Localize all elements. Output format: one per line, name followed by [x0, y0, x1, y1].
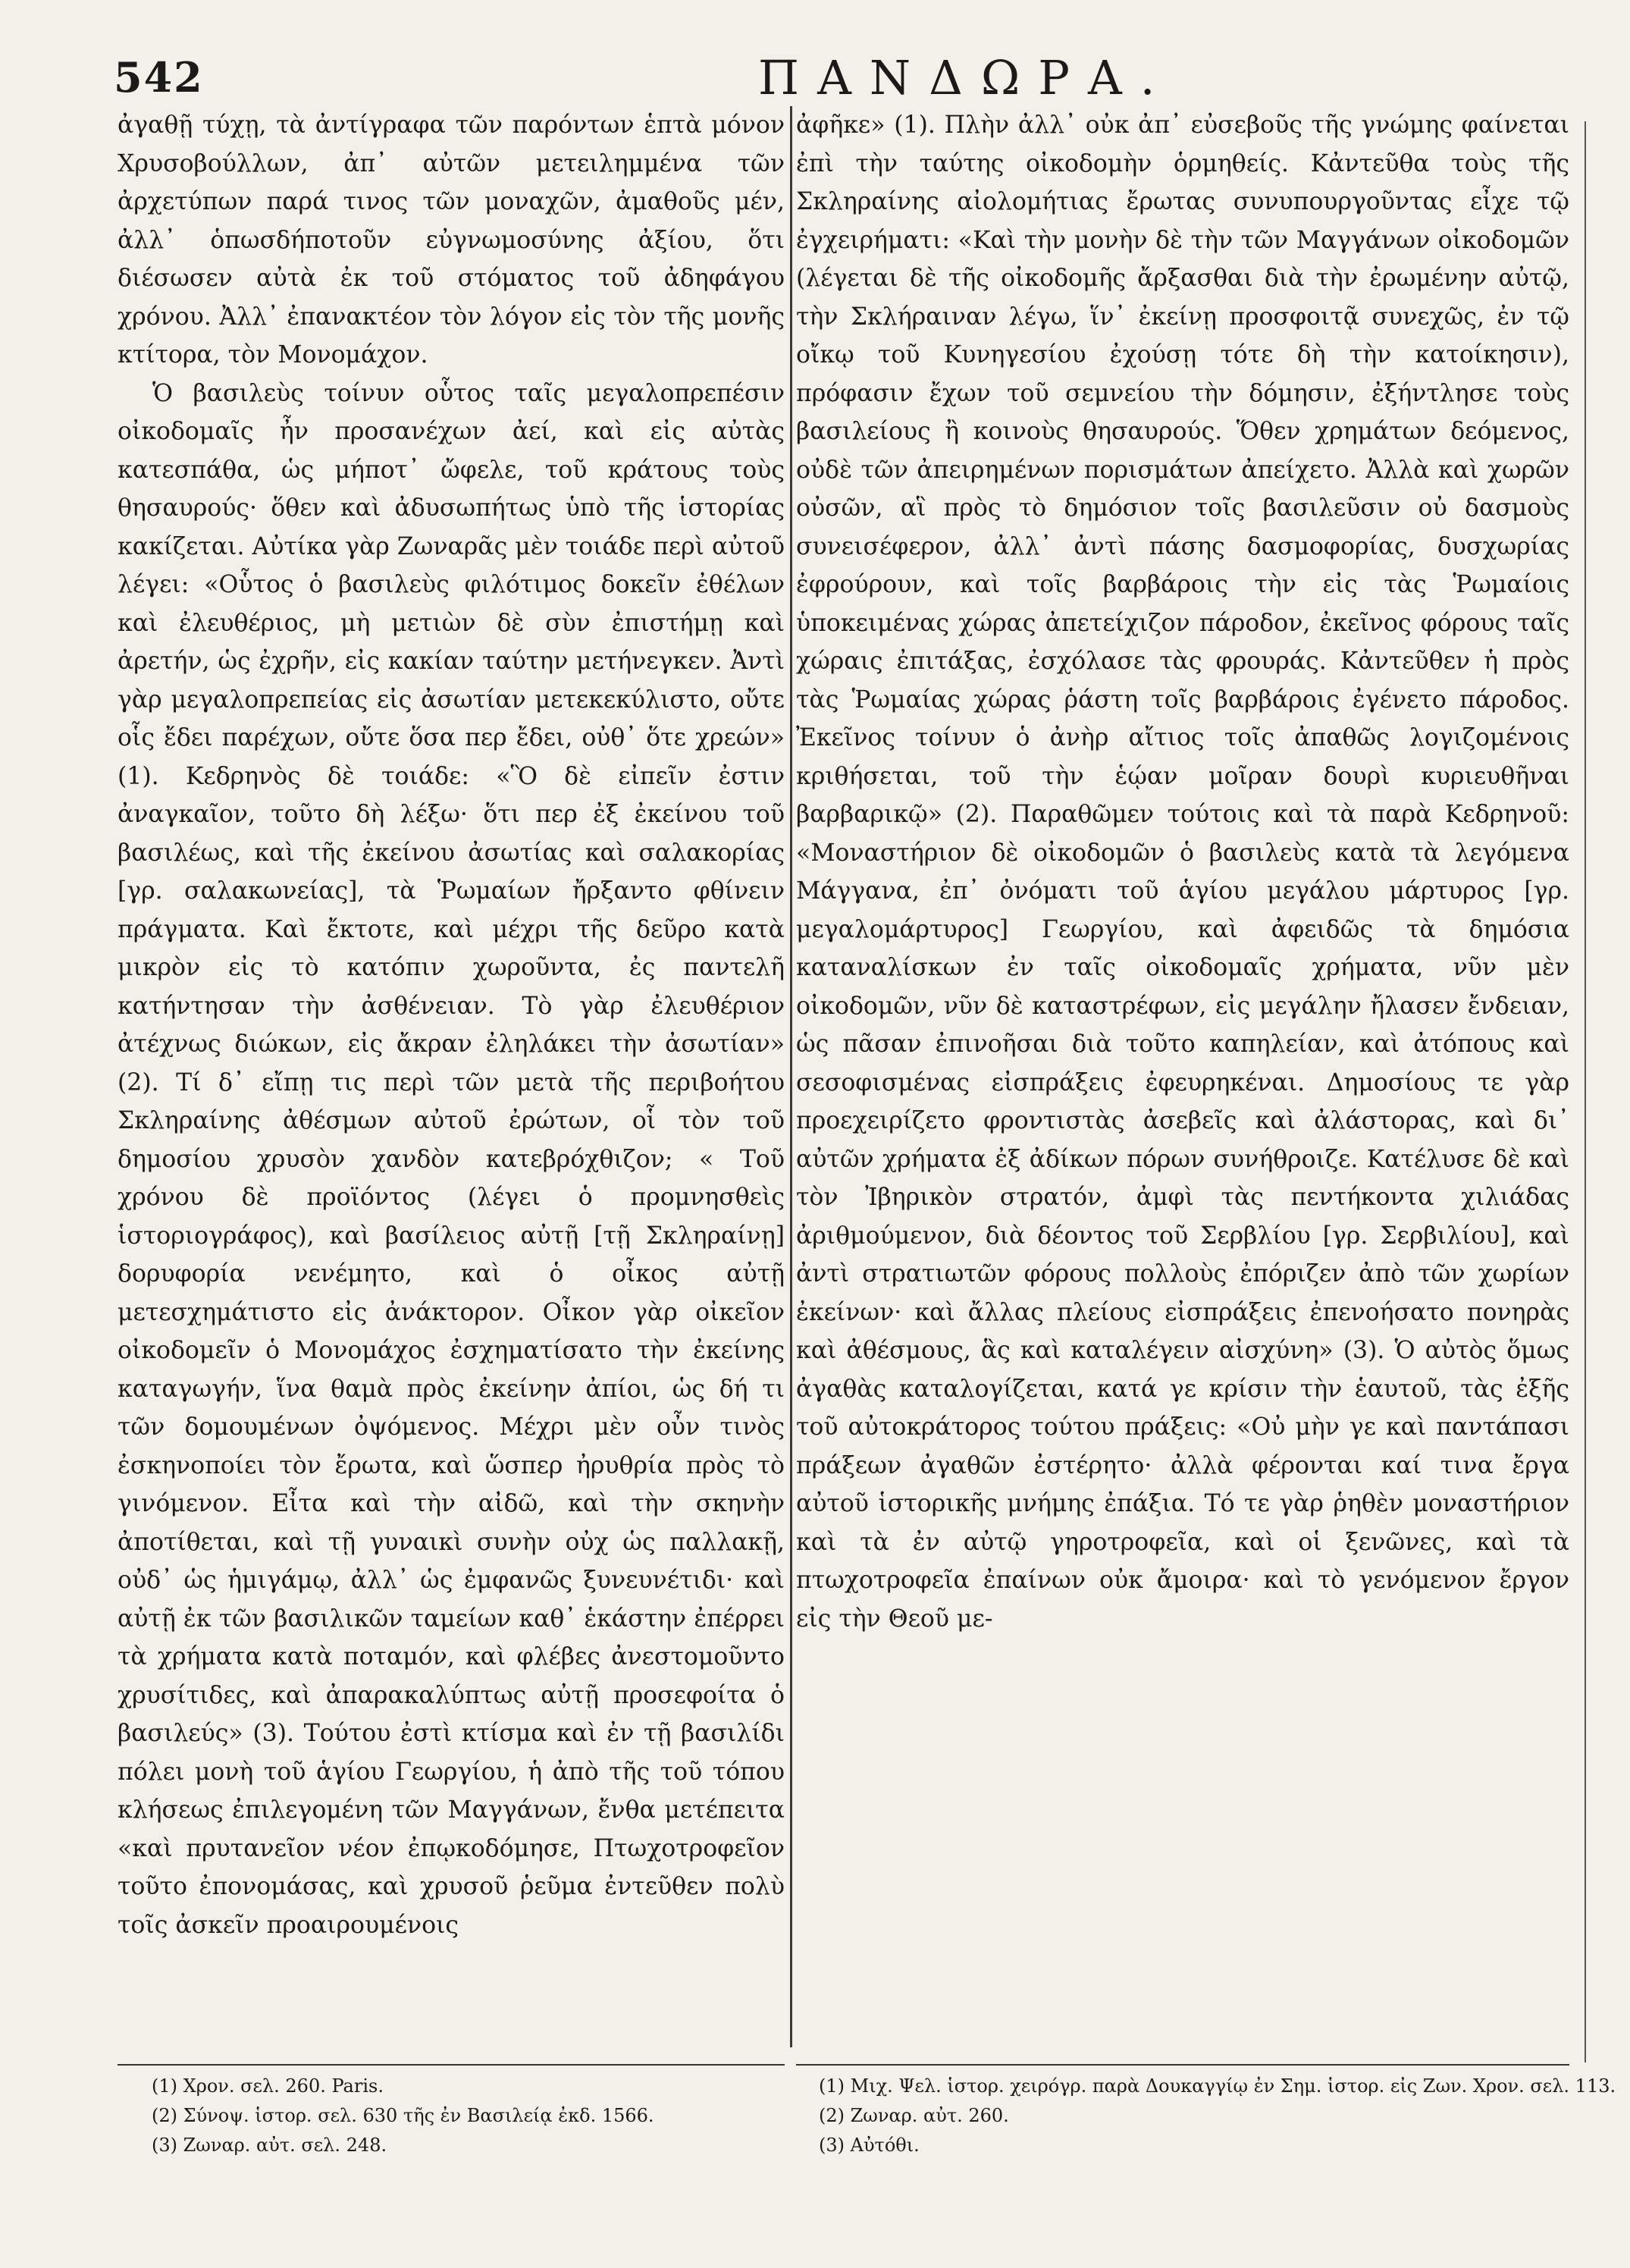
left-column — [118, 106, 785, 1944]
right-column — [796, 106, 1569, 1638]
right-margin-rule — [1585, 121, 1586, 2063]
footnote: (1) Χρον. σελ. 260. Paris. — [152, 2075, 384, 2097]
paragraph: ἀφῆκε» (1). Πλὴν ἀλλ᾿ οὐκ ἀπ᾿ εὐσεβοῦς τῆς γνώμης φαίνεται ἐπὶ τὴν ταύτης οἰκοδομὴν ὁρμηθείς. Κἀντεῦθα τοὺς τῆς Σκληραίνης αἰολομήτιας ἔρωτας συνυπουργοῦντας εἶχε τῷ ἐγχειρήματι: «Καὶ τὴν μονὴν δὲ τὴν τῶν Μαγγάνων οἰκοδομῶν (λέγεται δὲ τῆς οἰκοδομῆς ἄρξασθαι διὰ τὴν ἐρωμένην αὐτῷ, τὴν Σκλήραιναν λέγω, ἵν᾿ ἐκείνῃ προσφοιτᾷ συνεχῶς, ἐν τῷ οἴκῳ τοῦ Κυνηγεσίου ἐχούσῃ τότε δὴ τὴν κατοίκησιν), πρόφασιν ἔχων τοῦ σεμνείου τὴν δόμησιν, ἐξήντλησε τοὺς βασιλείους ἢ κοινοὺς θησαυρούς. Ὅθεν χρημάτων δεόμενος, οὐδὲ τῶν ἀπειρημένων πορισμάτων ἀπείχετο. Ἀλλὰ καὶ χωρῶν οὐσῶν, αἳ πρὸς τὸ δημόσιον τοῖς βασιλεῦσιν οὐ δασμοὺς συνεισέφερον, ἀλλ᾿ ἀντὶ πάσης δασμοφορίας, δυσχωρίας ἐφρούρουν, καὶ τοῖς βαρβάροις τὴν εἰς τὰς Ῥωμαίοις ὑποκειμένας χώρας ἀπετείχιζον πάροδον, ἐκεῖνος φόρους ταῖς χώραις ἐπιτάξας, ἐσχόλασε τὰς φρουράς. Κἀντεῦθεν ἡ πρὸς τὰς Ῥωμαίας χώρας ῥάστη τοῖς βαρβάροις ἐγένετο πάροδος. Ἐκεῖνος τοίνυν ὁ ἀνὴρ αἴτιος τοῖς ἀπαθῶς λογιζομένοις κριθήσεται, τοῦ τὴν ἑῴαν μοῖραν δουρὶ κυριευθῆναι βαρβαρικῷ» (2). Παραθῶμεν τούτοις καὶ τὰ παρὰ Κεδρηνοῦ: «Μοναστήριον δὲ οἰκοδομῶν ὁ βασιλεὺς κατὰ τὰ λεγόμενα Μάγγανα, ἐπ᾿ ὀνόματι τοῦ ἁγίου μεγάλου μάρτυρος [γρ. μεγαλομάρτυρος] Γεωργίου, καὶ ἀφειδῶς τὰ δημόσια καταναλίσκων ἐν ταῖς οἰκοδομαῖς χρήματα, νῦν μὲν οἰκοδομῶν, νῦν δὲ καταστρέφων, εἰς μεγάλην ἤλασεν ἔνδειαν, ὡς πᾶσαν ἐπινοῆσαι διὰ τοῦτο καπηλείαν, καὶ ἀτόπους καὶ σεσοφισμένας εἰσπράξεις ἐφευρηκέναι. Δημοσίους τε γὰρ προεχειρίζετο φροντιστὰς ἀσεβεῖς καὶ ἀλάστορας, καὶ δι᾿ αὐτῶν χρήματα ἐξ ἀδίκων πόρων συνήθροιζε. Κατέλυσε δὲ καὶ τὸν Ἰβηρικὸν στρατόν, ἀμφὶ τὰς πεντήκοντα χιλιάδας ἀριθμούμενον, διὰ δέοντος τοῦ Σερβλίου [γρ. Σερβιλίου], καὶ ἀντὶ στρατιωτῶν φόρους πολλοὺς ἐπόριζεν ἀπὸ τῶν χωρίων ἐκείνων· καὶ ἄλλας πλείους εἰσπράξεις ἐπενοήσατο πονηρὰς καὶ ἀθέσμους, ἃς καὶ καταλέγειν αἰσχύνη» (3). Ὁ αὐτὸς ὅμως ἀγαθὰς καταλογίζεται, κατά γε κρίσιν τὴν ἑαυτοῦ, τὰς ἐξῆς τοῦ αὐτοκράτορος τούτου πράξεις: «Οὐ μὴν γε καὶ παντάπασι πράξεων ἀγαθῶν ἐστέρητο· ἀλλὰ φέρονται καί τινα ἔργα αὐτοῦ ἱστορικῆς μνήμης ἐπάξια. Τό τε γὰρ ῥηθὲν μοναστήριον καὶ τὰ ἐν αὐτῷ γηροτροφεῖα, καὶ οἱ ξενῶνες, καὶ τὰ πτωχοτροφεῖα ἐπαίνων οὐκ ἄμοιρα· καὶ τὸ γενόμενον ἔργον εἰς τὴν Θεοῦ με- — [796, 111, 1569, 1633]
footnote-rule-right — [796, 2064, 1569, 2066]
page-number: 542 — [114, 53, 204, 102]
running-title: ΠΑΝΔΩΡΑ. — [758, 50, 1174, 105]
column-divider — [790, 106, 792, 2047]
footnote: (2) Ζωναρ. αὐτ. 260. — [819, 2105, 1009, 2126]
footnote: (3) Ζωναρ. αὐτ. σελ. 248. — [152, 2135, 387, 2156]
paragraph: ἀγαθῇ τύχῃ, τὰ ἀντίγραφα τῶν παρόντων ἑπτὰ μόνον Χρυσοβούλλων, ἀπ᾿ αὐτῶν μετειλημμένα τῶν ἀρχετύπων παρά τινος τῶν μοναχῶν, ἀμαθοῦς μέν, ἀλλ᾿ ὁπωσδήποτοῦν εὐγνωμοσύνης ἀξίου, ὅτι διέσωσεν αὐτὰ ἐκ τοῦ στόματος τοῦ ἀδηφάγου χρόνου. Ἀλλ᾿ ἐπανακτέον τὸν λόγον εἰς τὸν τῆς μονῆς κτίτορα, τὸν Μονομάχον. — [118, 111, 785, 369]
footnote: (3) Αὐτόθι. — [819, 2135, 920, 2156]
footnotes-right — [819, 2072, 1616, 2160]
footnote: (1) Μιχ. Ψελ. ἱστορ. χειρόγρ. παρὰ Δουκαγγίῳ ἐν Σημ. ἱστορ. εἰς Ζων. Χρον. σελ. 113. — [819, 2075, 1616, 2097]
left-column-text — [118, 106, 785, 1944]
footnote: (2) Σύνοψ. ἱστορ. σελ. 630 τῆς ἐν Βασιλείᾳ ἐκδ. 1566. — [152, 2105, 654, 2126]
footnote-rule-left — [118, 2064, 785, 2066]
footnotes-left — [152, 2072, 781, 2160]
right-column-text — [796, 106, 1569, 1638]
paragraph: Ὁ βασιλεὺς τοίνυν οὗτος ταῖς μεγαλοπρεπέσιν οἰκοδομαῖς ἦν προσανέχων ἀεί, καὶ εἰς αὐτὰς κατεσπάθα, ὡς μήποτ᾿ ὤφελε, τοῦ κράτους τοὺς θησαυρούς· ὅθεν καὶ ἀδυσωπήτως ὑπὸ τῆς ἱστορίας κακίζεται. Αὐτίκα γὰρ Ζωναρᾶς μὲν τοιάδε περὶ αὐτοῦ λέγει: «Οὗτος ὁ βασιλεὺς φιλότιμος δοκεῖν ἐθέλων καὶ ἐλευθέριος, μὴ μετιὼν δὲ σὺν ἐπιστήμῃ καὶ ἀρετήν, ὡς ἐχρῆν, εἰς κακίαν ταύτην μετήνεγκεν. Ἀντὶ γὰρ μεγαλοπρεπείας εἰς ἀσωτίαν μετεκεκύλιστο, οὔτε οἷς ἔδει παρέχων, οὔτε ὅσα περ ἔδει, οὐθ᾿ ὅτε χρεών» (1). Κεδρηνὸς δὲ τοιάδε: «Ὃ δὲ εἰπεῖν ἐστιν ἀναγκαῖον, τοῦτο δὴ λέξω· ὅτι περ ἐξ ἐκείνου τοῦ βασιλέως, καὶ τῆς ἐκείνου ἀσωτίας καὶ σαλακορίας [γρ. σαλακωνείας], τὰ Ῥωμαίων ἤρξαντο φθίνειν πράγματα. Καὶ ἔκτοτε, καὶ μέχρι τῆς δεῦρο κατὰ μικρὸν εἰς τὸ κατόπιν χωροῦντα, ἐς παντελῆ κατήντησαν τὴν ἀσθένειαν. Τὸ γὰρ ἐλευθέριον ἀτέχνως διώκων, εἰς ἄκραν ἐληλάκει τὴν ἀσωτίαν» (2). Τί δ᾿ εἴπῃ τις περὶ τῶν μετὰ τῆς περιβοήτου Σκληραίνης ἀθέσμων αὐτοῦ ἐρώτων, οἷ τὸν τοῦ δημοσίου χρυσὸν χανδὸν κατεβρόχθιζον; « Τοῦ χρόνου δὲ προϊόντος (λέγει ὁ προμνησθεὶς ἱστοριογράφος), καὶ βασίλειος αὐτῇ [τῇ Σκληραίνῃ] δορυφορία νενέμητο, καὶ ὁ οἶκος αὐτῇ μετεσχημάτιστο εἰς ἀνάκτορον. Οἶκον γὰρ οἰκεῖον οἰκοδομεῖν ὁ Μονομάχος ἐσχηματίσατο τὴν ἐκείνης καταγωγήν, ἵνα θαμὰ πρὸς ἐκείνην ἀπίοι, ὡς δή τι τῶν δομουμένων ὀψόμενος. Μέχρι μὲν οὖν τινὸς ἐσκηνοποίει τὸν ἔρωτα, καὶ ὥσπερ ἠρυθρία πρὸς τὸ γινόμενον. Εἶτα καὶ τὴν αἰδῶ, καὶ τὴν σκηνὴν ἀποτίθεται, καὶ τῇ γυναικὶ συνὴν οὐχ ὡς παλλακῇ, οὐδ᾿ ὡς ἡμιγάμῳ, ἀλλ᾿ ὡς ἐμφανῶς ξυνευνέτιδι· καὶ αὐτῇ ἐκ τῶν βασιλικῶν ταμείων καθ᾿ ἑκάστην ἐπέρρει τὰ χρήματα κατὰ ποταμόν, καὶ φλέβες ἀνεστομοῦντο χρυσίτιδες, καὶ ἀπαρακαλύπτως αὐτῇ προσεφοίτα ὁ βασιλεύς» (3). Τούτου ἐστὶ κτίσμα καὶ ἐν τῇ βασιλίδι πόλει μονὴ τοῦ ἁγίου Γεωργίου, ἡ ἀπὸ τῆς τοῦ τόπου κλήσεως ἐπιλεγομένη τῶν Μαγγάνων, ἔνθα μετέπειτα «καὶ πρυτανεῖον νέον ἐπῳκοδόμησε, Πτωχοτροφεῖον τοῦτο ἐπονομάσας, καὶ χρυσοῦ ῥεῦμα ἐντεῦθεν πολὺ τοῖς ἀσκεῖν προαιρουμένοις — [118, 379, 785, 1939]
